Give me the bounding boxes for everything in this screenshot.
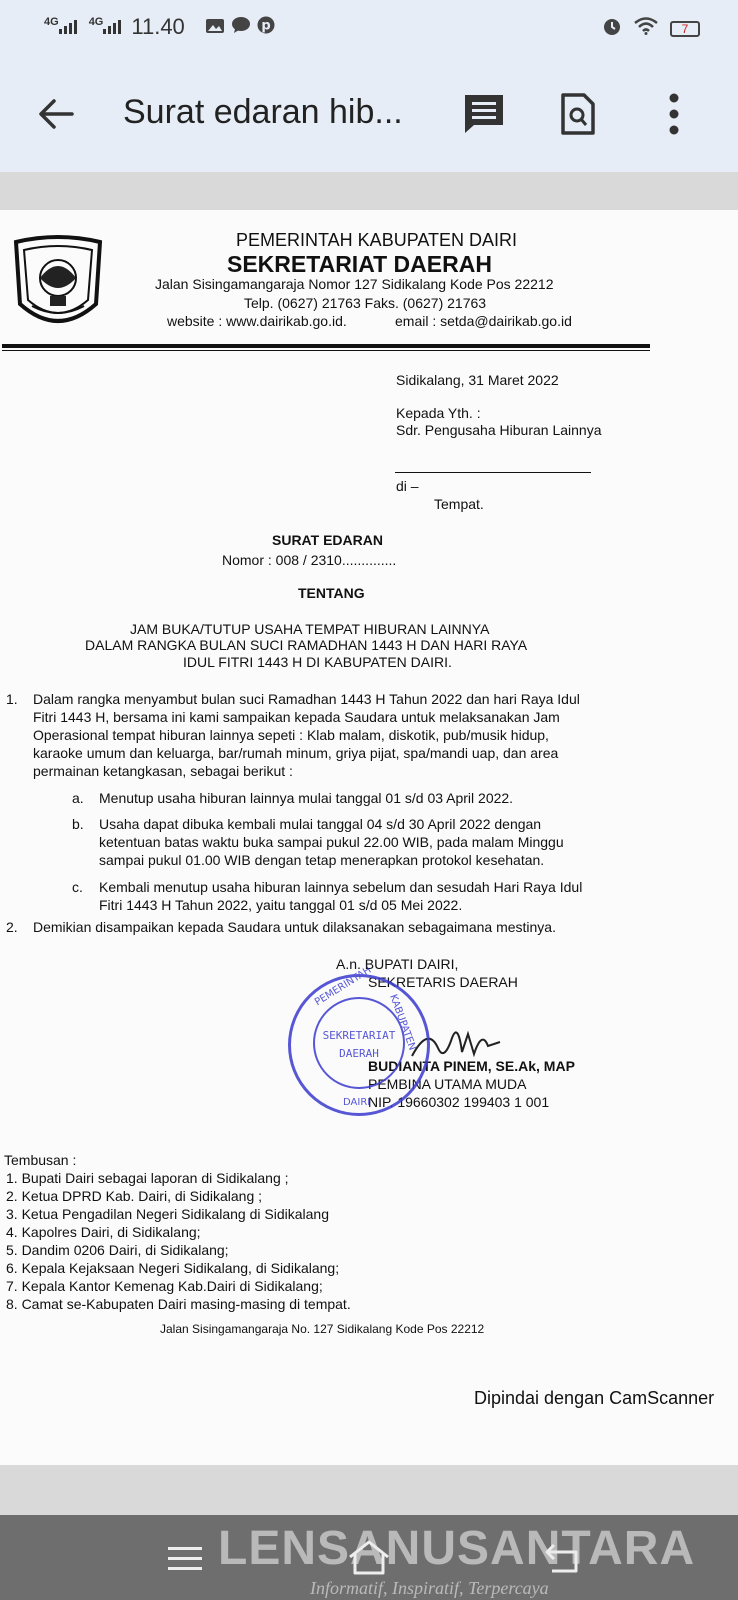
sub-b-line-3: sampai pukul 01.00 WIB dengan tetap menerapkan protokol kesehatan.	[99, 852, 545, 868]
comment-icon[interactable]	[462, 92, 506, 141]
recipient-place: Tempat.	[434, 496, 484, 512]
sign-nip: NIP. 19660302 199403 1 001	[368, 1094, 550, 1110]
menu-icon[interactable]	[168, 1545, 204, 1578]
more-vert-icon[interactable]	[668, 92, 680, 141]
tembusan-item: 6. Kepala Kejaksaan Negeri Sidikalang, di Sidikalang;	[6, 1260, 340, 1276]
stamp-inner-ring	[313, 997, 405, 1089]
watermark-brand: LENSANUSANTARA	[218, 1522, 696, 1575]
tembusan-item: 2. Ketua DPRD Kab. Dairi, di Sidikalang ;	[6, 1188, 263, 1204]
letter-type: SURAT EDARAN	[272, 532, 383, 548]
letterhead-office: SEKRETARIAT DAERAH	[227, 251, 492, 277]
pinterest-icon	[257, 14, 275, 40]
camscanner-label: Dipindai dengan CamScanner	[474, 1388, 715, 1408]
clock: 11.40	[131, 14, 185, 39]
letterhead-divider-thick	[2, 344, 650, 348]
tembusan-item: 8. Camat se-Kabupaten Dairi masing-masing di tempat.	[6, 1296, 351, 1312]
sign-name: BUDIANTA PINEM, SE.Ak, MAP	[368, 1058, 575, 1074]
item-1-line-2: Fitri 1443 H, bersama ini kami sampaikan kepada Saudara untuk melaksanakan Jam	[33, 709, 560, 725]
status-bar	[0, 0, 738, 58]
page-gap	[0, 172, 738, 210]
svg-text:p: p	[261, 18, 271, 34]
recipient-underline	[395, 472, 591, 473]
regency-seal-logo	[10, 234, 106, 339]
stamp-ring-right: KABUPATEN	[387, 993, 418, 1052]
app-bar	[0, 58, 738, 172]
letterhead-phone: Telp. (0627) 21763 Faks. (0627) 21763	[244, 295, 487, 311]
wifi-icon	[634, 17, 658, 40]
letter-date: Sidikalang, 31 Maret 2022	[396, 372, 559, 388]
sign-role: SEKRETARIS DAERAH	[368, 974, 518, 990]
stamp-ring-bottom: DAIRI	[343, 1097, 371, 1108]
document-page	[0, 210, 738, 1465]
subject-line-1: JAM BUKA/TUTUP USAHA TEMPAT HIBURAN LAINNYA	[130, 621, 490, 637]
item-2-text: Demikian disampaikan kepada Saudara untuk dilaksanakan sebagaimana mestinya.	[33, 919, 556, 935]
tembusan-title: Tembusan :	[4, 1152, 77, 1168]
back-arrow-icon[interactable]	[36, 96, 76, 137]
gallery-icon	[205, 14, 225, 40]
sub-b-line-2: ketentuan batas waktu buka sampai pukul 22.00 WIB, pada malam Minggu	[99, 834, 564, 850]
stamp-line-1: SEKRETARIAT	[322, 1029, 396, 1042]
recipient-name: Sdr. Pengusaha Hiburan Lainnya	[396, 422, 602, 438]
item-2-number: 2.	[6, 919, 18, 935]
alarm-icon	[602, 16, 622, 41]
sign-on-behalf: A.n. BUPATI DAIRI,	[336, 956, 459, 972]
subject-line-2: DALAM RANGKA BULAN SUCI RAMADHAN 1443 H DAN HARI RAYA	[85, 637, 528, 653]
recipient-label: Kepada Yth. :	[396, 405, 481, 421]
watermark-tagline: Informatif, Inspiratif, Terpercaya	[310, 1578, 549, 1598]
item-1-line-1: Dalam rangka menyambut bulan suci Ramadhan 1443 H Tahun 2022 dan hari Raya Idul	[33, 691, 580, 707]
sub-b-label: b.	[72, 816, 84, 832]
tembusan-item: 3. Ketua Pengadilan Negeri Sidikalang di Sidikalang	[6, 1206, 329, 1222]
letterhead-address: Jalan Sisingamangaraja Nomor 127 Sidikalang Kode Pos 22212	[155, 276, 554, 292]
chat-icon	[231, 14, 251, 40]
subject-line-3: IDUL FITRI 1443 H DI KABUPATEN DAIRI.	[183, 654, 452, 670]
stamp-ring-top: PEMERINTAH	[312, 964, 374, 1009]
item-1-line-4: karaoke umum dan keluarga, bar/rumah minum, griya pijat, spa/mandi uap, dan area	[33, 745, 559, 761]
battery-icon: 7	[670, 21, 700, 37]
letter-about-heading: TENTANG	[298, 585, 365, 601]
item-1-number: 1.	[6, 691, 18, 707]
page-gap-bottom	[0, 1465, 738, 1515]
official-stamp	[288, 964, 430, 1116]
letterhead-government: PEMERINTAH KABUPATEN DAIRI	[236, 230, 518, 250]
sub-c-line-1: Kembali menutup usaha hiburan lainnya sebelum dan sesudah Hari Raya Idul	[99, 879, 583, 895]
item-1-line-3: Operasional tempat hiburan lainnya sepeti : Klab malam, diskotik, pub/musik hidup,	[33, 727, 549, 743]
document-title: Surat edaran hib...	[123, 93, 403, 131]
search-doc-icon[interactable]	[560, 92, 596, 141]
recipient-di: di –	[396, 478, 419, 494]
sub-b-line-1: Usaha dapat dibuka kembali mulai tanggal 04 s/d 30 April 2022 dengan	[99, 816, 542, 832]
tembusan-item: 4. Kapolres Dairi, di Sidikalang;	[6, 1224, 201, 1240]
signal-2-icon: 4G	[89, 20, 122, 34]
sub-c-label: c.	[72, 879, 83, 895]
sign-rank: PEMBINA UTAMA MUDA	[368, 1076, 527, 1092]
stamp-line-2: DAERAH	[339, 1047, 379, 1060]
tembusan-item: 7. Kepala Kantor Kemenag Kab.Dairi di Sidikalang;	[6, 1278, 323, 1294]
letterhead-website: website : www.dairikab.go.id.	[167, 313, 347, 329]
sub-c-line-2: Fitri 1443 H Tahun 2022, yaitu tanggal 01 s/d 05 Mei 2022.	[99, 897, 463, 913]
letterhead-email: email : setda@dairikab.go.id	[395, 313, 572, 329]
sub-a-label: a.	[72, 790, 84, 806]
letter-number: Nomor : 008 / 2310..............	[222, 552, 397, 568]
tembusan-item: 5. Dandim 0206 Dairi, di Sidikalang;	[6, 1242, 229, 1258]
item-1-line-5: permainan ketangkasan, sebagai berikut :	[33, 763, 293, 779]
tembusan-item: 1. Bupati Dairi sebagai laporan di Sidikalang ;	[6, 1170, 289, 1186]
letterhead-divider-thin	[2, 350, 650, 351]
signal-1-icon: 4G	[44, 20, 77, 34]
sub-a-text: Menutup usaha hiburan lainnya mulai tanggal 01 s/d 03 April 2022.	[99, 790, 514, 806]
footer-address: Jalan Sisingamangaraja No. 127 Sidikalang Kode Pos 22212	[160, 1322, 485, 1336]
